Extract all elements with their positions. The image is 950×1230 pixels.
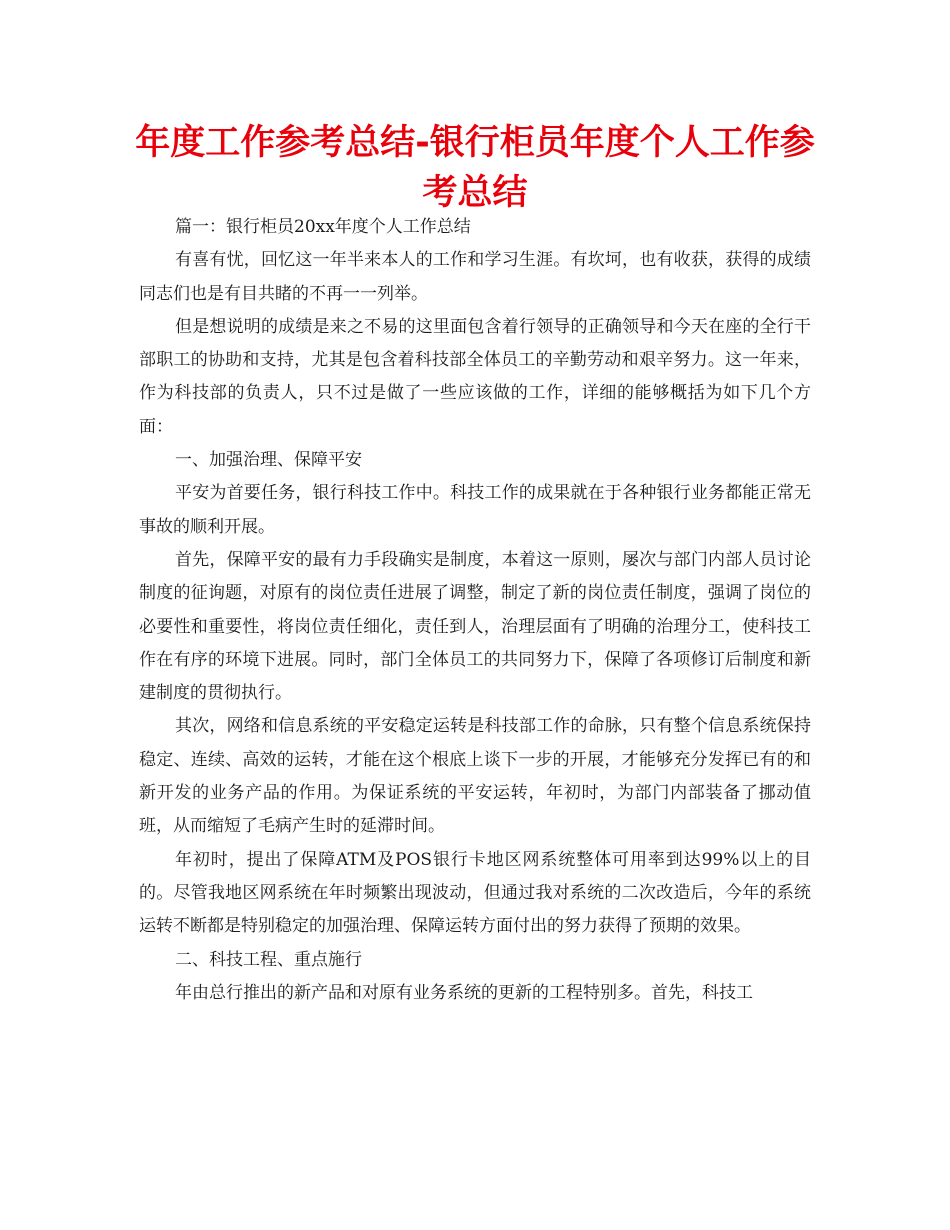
- document-body: [139, 211, 811, 1010]
- section-heading: 一、加强治理、保障平安: [175, 450, 362, 471]
- document-title: 年度工作参考总结-银行柜员年度个人工作参考总结: [135, 123, 815, 213]
- paragraph: 平安为首要任务，银行科技工作中。科技工作的成果就在于各种银行业务都能正常无事故的顺利开展。: [139, 483, 811, 537]
- paragraph: 有喜有忧，回忆这一年半来本人的工作和学习生涯。有坎坷，也有收获，获得的成绩同志们也是有目共睹的不再一一列举。: [139, 250, 811, 304]
- paragraph: 其次，网络和信息系统的平安稳定运转是科技部工作的命脉，只有整个信息系统保持稳定、连续、高效的运转，才能在这个根底上谈下一步的开展，才能够充分发挥已有的和新开发的业务产品的作用。为保证系统的平安运转，年初时，为部门内部装备了挪动值班，从而缩短了毛病产生时的延滞时间。: [139, 716, 811, 837]
- paragraph: 首先，保障平安的最有力手段确实是制度，本着这一原则，屡次与部门内部人员讨论制度的征询题，对原有的岗位责任进展了调整，制定了新的岗位责任制度，强调了岗位的必要性和重要性，将岗位责任细化，责任到人，治理层面有了明确的治理分工，使科技工作在有序的环境下进展。同时，部门全体员工的共同努力下，保障了各项修订后制度和新建制度的贯彻执行。: [139, 549, 811, 704]
- paragraph: 但是想说明的成绩是来之不易的这里面包含着行领导的正确领导和今天在座的全行干部职工的协助和支持，尤其是包含着科技部全体员工的辛勤劳动和艰辛努力。这一年来，作为科技部的负责人，只不过是做了一些应该做的工作，详细的能够概括为如下几个方面：: [139, 316, 811, 437]
- paragraph: 年由总行推出的新产品和对原有业务系统的更新的工程特别多。首先，科技工: [175, 982, 753, 1003]
- section-heading: 二、科技工程、重点施行: [175, 949, 362, 970]
- paragraph: 篇一：银行柜员20xx年度个人工作总结: [175, 217, 471, 237]
- paragraph: 年初时，提出了保障ATM及POS银行卡地区网系统整体可用率到达99%以上的目的。尽管我地区网系统在年时频繁出现波动，但通过我对系统的二次改造后，今年的系统运转不断都是特别稳定的加强治理、保障运转方面付出的努力获得了预期的效果。: [139, 849, 811, 937]
